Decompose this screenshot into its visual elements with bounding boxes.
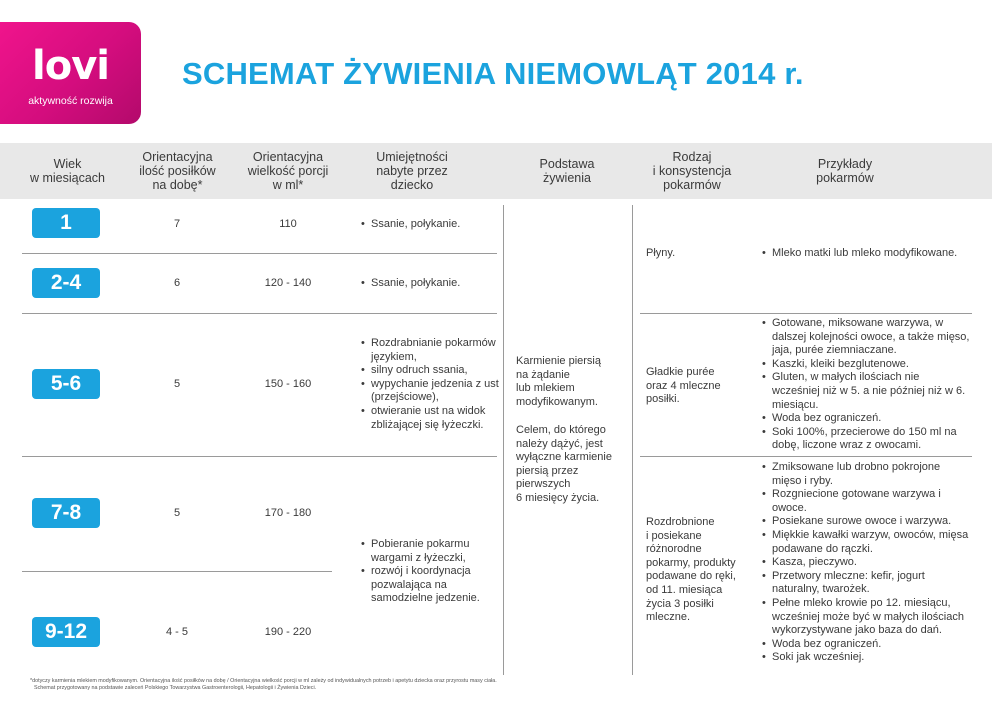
list-item: • Ssanie, połykanie. — [361, 277, 501, 291]
age-badge: 1 — [32, 208, 100, 238]
consistency-text: Rozdrobnione i posiekane różnorodne pokarmy, produkty podawane do ręki, od 11. miesiąca życia 3 posiłki mleczne. — [646, 516, 736, 624]
list-item: • Gotowane, miksowane warzywa, w dalszej kolejności owoce, a także mięso, jaja, purée ziemniaczane. — [762, 317, 970, 358]
examples-list — [762, 247, 972, 261]
skills-list — [361, 538, 499, 606]
feeding-basis-goal: Celem, do którego należy dążyć, jest wyłączne karmienie piersią przez pierwszych 6 miesięcy życia. — [516, 424, 612, 504]
list-item: • otwieranie ust na widok zbliżającej się łyżeczki. — [361, 405, 499, 432]
row-divider — [22, 456, 497, 457]
list-item: • Kaszki, kleiki bezglutenowe. — [762, 358, 970, 372]
list-item: • Ssanie, połykanie. — [361, 218, 501, 232]
list-item: • Woda bez ograniczeń. — [762, 638, 970, 652]
meals-value: 5 — [173, 378, 181, 390]
logo-wordmark: lovi — [32, 43, 109, 89]
header-basis: Podstawa żywienia — [539, 157, 595, 185]
row-divider — [640, 313, 972, 314]
list-item: • Rozgniecione gotowane warzywa i owoce. — [762, 488, 970, 515]
header-examples: Przykłady pokarmów — [816, 157, 874, 185]
list-item: • Kasza, pieczywo. — [762, 556, 970, 570]
row-divider — [640, 456, 972, 457]
footnote-source: Schemat przygotowany na podstawie zaleceń Polskiego Towarzystwa Gastroenterologii, Hepatologii i Żywienia Dzieci. — [34, 685, 317, 691]
row-divider — [22, 253, 497, 254]
examples-list — [762, 461, 970, 665]
list-item: • Zmiksowane lub drobno pokrojone mięso i ryby. — [762, 461, 970, 488]
skills-list — [361, 337, 499, 432]
list-item: • rozwój i koordynacja pozwalająca na samodzielne jedzenie. — [361, 565, 499, 606]
age-badge: 2-4 — [32, 268, 100, 298]
list-item: • Soki 100%, przecierowe do 150 ml na dobę, liczone wraz z owocami. — [762, 426, 970, 453]
portion-value: 110 — [279, 218, 297, 230]
meals-value: 7 — [173, 218, 181, 230]
portion-value: 190 - 220 — [264, 626, 312, 638]
feeding-basis-text: Karmienie piersią na żądanie lub mlekiem modyfikowanym. — [516, 355, 601, 408]
header-consistency: Rodzaj i konsystencja pokarmów — [652, 150, 732, 192]
skills-list — [361, 218, 501, 232]
footnote: *dotyczy karmienia mlekiem modyfikowanym. Orientacyjna ilość posiłków na dobę / Orientacyjna wielkość porcji w ml zależy od indywidualnych potrzeb i apetytu dziecka oraz przyrostu masy ciała. — [30, 678, 497, 684]
skills-list — [361, 277, 501, 291]
list-item: • silny odruch ssania, — [361, 364, 499, 378]
meals-value: 4 - 5 — [165, 626, 188, 638]
examples-list — [762, 317, 970, 453]
row-divider — [22, 313, 497, 314]
meals-value: 6 — [173, 277, 181, 289]
portion-value: 120 - 140 — [264, 277, 312, 289]
list-item: • Mleko matki lub mleko modyfikowane. — [762, 247, 972, 261]
list-item: • Soki jak wcześniej. — [762, 651, 970, 665]
column-divider — [632, 205, 633, 675]
column-divider — [503, 205, 504, 675]
header-portion: Orientacyjna wielkość porcji w ml* — [247, 150, 329, 192]
header-skills: Umiejętności nabyte przez dziecko — [376, 150, 448, 192]
header-age: Wiek w miesiącach — [29, 157, 106, 185]
list-item: • Miękkie kawałki warzyw, owoców, mięsa podawane do rączki. — [762, 529, 970, 556]
logo-tagline: aktywność rozwija — [28, 95, 113, 107]
meals-value: 5 — [173, 507, 181, 519]
list-item: • wypychanie jedzenia z ust (przejściowe), — [361, 378, 499, 405]
list-item: • Posiekane surowe owoce i warzywa. — [762, 515, 970, 529]
age-badge: 7-8 — [32, 498, 100, 528]
age-badge: 9-12 — [32, 617, 100, 647]
consistency-text: Płyny. — [646, 247, 676, 259]
list-item: • Gluten, w małych ilościach nie wcześniej niż w 5. a nie później niż w 6. miesiącu. — [762, 371, 970, 412]
portion-value: 150 - 160 — [264, 378, 312, 390]
header-meals: Orientacyjna ilość posiłków na dobę* — [139, 150, 216, 192]
row-divider — [22, 571, 332, 572]
list-item: • Pełne mleko krowie po 12. miesiącu, wcześniej może być w małych ilościach wykorzystywane jako baza do dań. — [762, 597, 970, 638]
age-badge: 5-6 — [32, 369, 100, 399]
list-item: • Rozdrabnianie pokarmów językiem, — [361, 337, 499, 364]
page-title: SCHEMAT ŻYWIENIA NIEMOWLĄT 2014 r. — [182, 56, 804, 91]
list-item: • Przetwory mleczne: kefir, jogurt naturalny, twarożek. — [762, 570, 970, 597]
consistency-text: Gładkie purée oraz 4 mleczne posiłki. — [646, 366, 721, 406]
portion-value: 170 - 180 — [264, 507, 312, 519]
lovi-logo — [0, 22, 141, 124]
list-item: • Woda bez ograniczeń. — [762, 412, 970, 426]
list-item: • Pobieranie pokarmu wargami z łyżeczki, — [361, 538, 499, 565]
